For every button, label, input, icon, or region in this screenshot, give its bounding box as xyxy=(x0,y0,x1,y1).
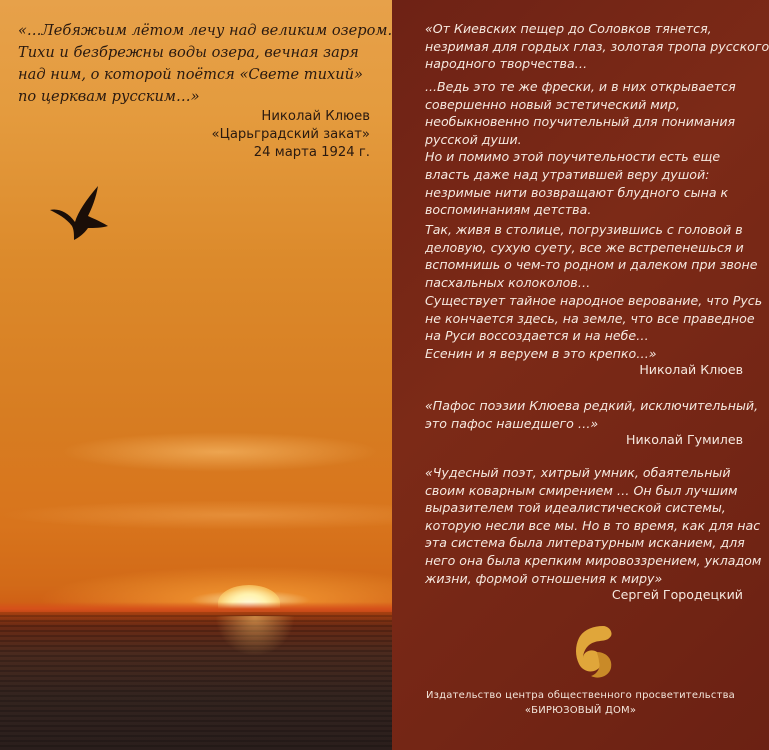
quote-kluev-1: «От Киевских пещер до Соловков тянется, незримая для гордых глаз, золотая тропа русского народного творчества… xyxy=(425,21,769,72)
bd-monogram-logo-icon xyxy=(563,622,619,680)
bird-silhouette-icon xyxy=(48,182,112,242)
quote-gorodetsky: «Чудесный поэт, хитрый умник, обаятельный своим коварным смирением … Он был лучшим выразителем той идеалистической системы, которую несли все мы. Но в то время, как для нас эта система была литературным исканием, для него она была крепким мировоззрением, укладом жизни, формой отношения к миру» xyxy=(425,465,762,586)
poem-attribution xyxy=(170,108,370,162)
publisher-name: «БИРЮЗОВЫЙ ДОМ» xyxy=(524,705,637,716)
poem-work: «Царьградский закат» xyxy=(211,127,370,142)
quote-gumilev: «Пафос поэзии Клюева редкий, исключительный, это пафос нашедшего …» xyxy=(425,398,759,431)
author-kluev: Николай Клюев xyxy=(639,362,743,377)
poem-author: Николай Клюев xyxy=(261,109,370,124)
poem-date: 24 марта 1924 г. xyxy=(253,145,370,160)
publisher-line: Издательство центра общественного просветительства xyxy=(425,690,736,701)
sea xyxy=(0,612,392,750)
author-gumilev: Николай Гумилев xyxy=(626,432,743,447)
quote-kluev-2: ...Ведь это те же фрески, и в них открывается совершенно новый эстетический мир, необыкновенно поучительный для понимания русской души. Но и помимо этой поучительности есть еще власть даже над утратившей веру душой: незримые нити возвращают блудного сына к воспоминаниям детства. xyxy=(425,79,736,218)
poem-quote: «…Лебяжьим лётом лечу над великим озером. Тихи и безбрежны воды озера, вечная заря над ним, о которой поётся «Свете тихий» по церквам русским…» xyxy=(18,22,392,105)
quote-kluev-3: Так, живя в столице, погрузившись с головой в деловую, сухую суету, все же встрепенешься и вспомнишь о чем-то родном и далеком при звоне пасхальных колоколов… xyxy=(425,222,758,290)
quote-kluev-4: Существует тайное народное верование, что Русь не кончается здесь, на земле, что все праведное на Руси воссоздается и на небе… Есенин и я веруем в это крепко…» xyxy=(425,293,763,361)
author-gorodetsky: Сергей Городецкий xyxy=(611,587,743,602)
